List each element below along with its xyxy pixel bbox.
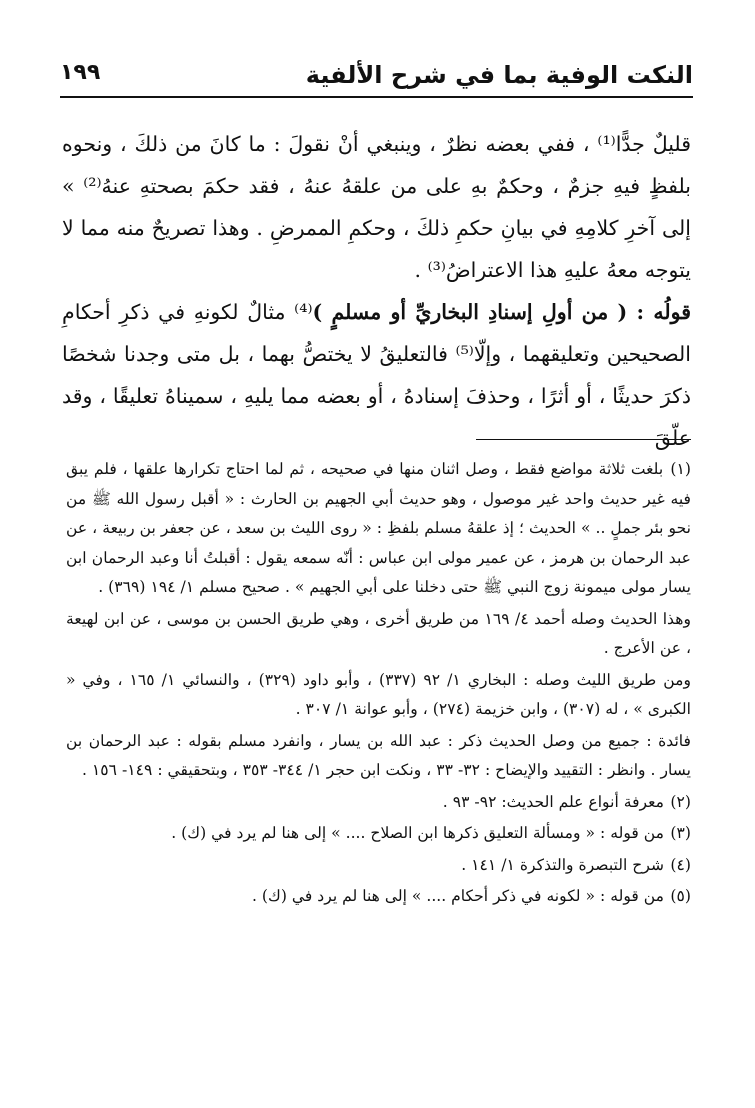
- footnote-text: شرح التبصرة والتذكرة ١/ ١٤١ .: [461, 855, 665, 874]
- footnote-3: [66, 819, 691, 849]
- footnote-1-benefit: فائدة : جميع من وصل الحديث ذكر : عبد الله بن يسار ، وانفرد مسلم بقوله : عبد الرحمان بن يسار . وانظر : التقييد والإيضاح : ٣٢- ٣٣ ، ونكت ابن حجر ١/ ٣٤٤- ٣٥٣ ، وبتحقيقي : ١٤٩- ١٥٦ .: [66, 731, 691, 779]
- footnote-number: (٤): [670, 855, 691, 874]
- main-text: [62, 123, 691, 459]
- quoted-phrase: قولُه : ( من أولِ إسنادِ البخاريِّ أو مسلمٍ ): [312, 300, 691, 324]
- main-paragraph-2: [62, 291, 691, 459]
- footnote-number: (٥): [670, 887, 691, 905]
- footnote-number: (٢): [670, 792, 691, 811]
- running-title: النكت الوفية بما في شرح الألفية: [305, 61, 693, 89]
- footnotes: [66, 455, 691, 912]
- footnote-text: من قوله : « ومسألة التعليق ذكرها ابن الصلاح .... » إلى هنا لم يرد في (ك) .: [171, 824, 665, 842]
- footnote-1-continuation: وهذا الحديث وصله أحمد ٤/ ١٦٩ من طريق أخرى ، وهي طريق الحسن بن موسى ، عن ابن لهيعة ، عن الأعرج .: [66, 609, 691, 657]
- footnote-5: [66, 882, 691, 912]
- footnote-1: [66, 455, 691, 603]
- footnote-text: بلغت ثلاثة مواضع فقط ، وصل اثنان منها في صحيحه ، ثم لما احتاج تكرارها علقها ، فلم يبق فيه غير حديث واحد غير موصول ، وهو حديث أبي الجهيم بن الحارث : « أقبل رسول الله ﷺ من نحو بئر جملٍ .. » الحديث ؛ إذ علقهُ مسلم بلفظِ : « روى الليث بن سعد ، عن جعفر بن ربيعة ، عن عبد الرحمان بن هرمز ، عن عمير مولى ابن عباس : أنّه سمعه يقول : أقبلتُ أنا وعبد الرحمان ابن يسار مولى ميمونة زوج النبي ﷺ حتى دخلنا على أبي الجهيم » . صحيح مسلم ١/ ١٩٤ (٣٦٩) .: [66, 460, 691, 596]
- header-rule: [60, 96, 693, 98]
- footnote-1-continuation: ومن طريق الليث وصله : البخاري ١/ ٩٢ (٣٣٧) ، وأبو داود (٣٢٩) ، والنسائي ١/ ١٦٥ ، وفي « الكبرى » ، له (٣٠٧) ، وابن خزيمة (٢٧٤) ، وأبو عوانة ١/ ٣٠٧ .: [66, 670, 691, 718]
- main-paragraph-2-text: ⁽⁴⁾ مثالٌ لكونهِ في ذكرِ أحكامِ الصحيحين وتعليقهما ، وإلّا⁽⁵⁾ فالتعليقُ لا يختصُّ بهما ، بل متى وجدنا شخصًا ذكرَ حديثًا ، أو أثرًا ، وحذفَ إسنادهُ ، أو بعضه مما يليهِ ، سميناهُ تعليقًا ، وقد علّقَ: [62, 300, 691, 450]
- page-header: [60, 56, 693, 98]
- footnote-2: [66, 788, 691, 818]
- footnote-number: (١): [670, 460, 691, 478]
- main-paragraph-1: قليلٌ جدًّا⁽¹⁾ ، ففي بعضه نظرٌ ، وينبغي أنْ نقولَ : ما كانَ من ذلكَ ، ونحوه بلفظٍ فيهِ جزمٌ ، وحكمٌ بهِ على من علقهُ عنهُ ، فقد حكمَ بصحتهِ عنهُ⁽²⁾ » إلى آخرِ كلامِهِ في بيانِ حكمِ ذلكَ ، وحكمِ الممرضِ . وهذا تصريحٌ منه مما لا يتوجه معهُ عليهِ هذا الاعتراضُ⁽³⁾ .: [62, 132, 692, 282]
- footnote-number: (٣): [670, 824, 691, 842]
- footnote-separator: [476, 439, 691, 440]
- footnote-text: من قوله : « لكونه في ذكر أحكام .... » إلى هنا لم يرد في (ك) .: [251, 887, 665, 905]
- footnote-text: معرفة أنواع علم الحديث: ٩٢- ٩٣ .: [442, 792, 665, 811]
- footnote-4: [66, 851, 691, 881]
- page-number: ١٩٩: [60, 60, 101, 85]
